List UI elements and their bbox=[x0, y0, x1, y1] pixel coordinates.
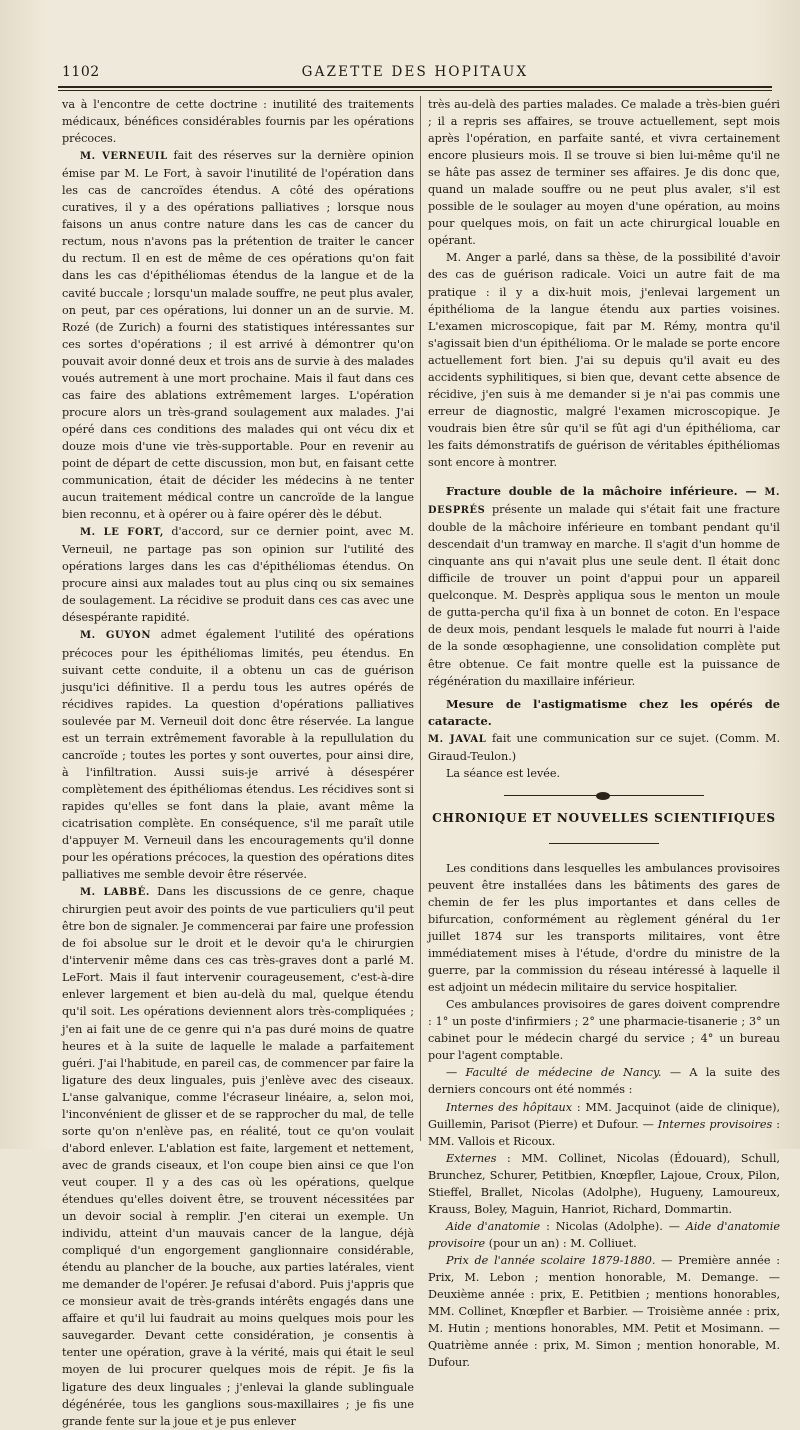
left-column bbox=[62, 96, 415, 1428]
paragraph bbox=[428, 1252, 780, 1371]
paragraph-text: : MM. Vallois et Ricoux. bbox=[428, 1117, 780, 1148]
paragraph bbox=[428, 1064, 780, 1098]
paragraph-text: — A la suite des derniers concours ont été nommés : bbox=[428, 1066, 780, 1097]
paragraph bbox=[62, 883, 414, 1430]
heading-rule bbox=[549, 843, 659, 844]
section-text: présente un malade qui s'était fait une fracture double de la mâchoire inférieure en tombant pendant qu'il descendait d'un tramway en marche. Il s'agit d'un homme de cinquante ans qui n'avait plus une seule dent. Il était donc difficile de trouver un point d'appui pour un appareil quelconque. M. Desprès appliqua sous le menton un moule de gutta-percha qu'il fixa à un bonnet de coton. En l'espace de deux mois, pendant lesquels le malade fut nourri à l'aide de la sonde œsophagienne, une consolidation complète put être obtenue. Ce fait montre quelle est la puissance de régénération du maxillaire inférieur. bbox=[428, 503, 781, 688]
section-title: Fracture double de la mâchoire inférieure. — bbox=[446, 484, 757, 499]
section-fracture bbox=[428, 483, 780, 690]
paragraph: très au-delà des parties malades. Ce malade a très-bien guéri ; il a repris ses affaires, se trouve actuellement, sept mois après l'opération, en parfaite santé, et vivra certainement encore plusieurs mois. Il se trouve si bien lui-même qu'il ne se hâte pas assez de terminer ses affaires. Je dis donc que, quand un malade souffre ou ne peut plus avaler, s'il est possible de le soulager au moyen d'une opération, au moins pour quelques mois, on fait un acte chirurgical louable en opérant. bbox=[428, 98, 780, 248]
right-column bbox=[428, 96, 781, 1370]
paragraph-text: (pour un an) : M. Colliuet. bbox=[488, 1236, 637, 1250]
paragraph bbox=[428, 730, 780, 765]
paragraph: Les conditions dans lesquelles les ambulances provisoires peuvent être installées dans les bâtiments des gares de chemin de fer les plus importantes et dans celles de bifurcation, conformément au règlement général du 1er juillet 1874 sur les transports militaires, vont être immédiatement mises à l'étude, d'ordre du ministre de la guerre, par la commission du réseau intéressé à laquelle il est adjoint un médecin militaire du service hospitalier. bbox=[428, 861, 780, 995]
page-header bbox=[58, 60, 772, 86]
paragraph-text: fait des réserves sur la dernière opinion émise par M. Le Fort, à savoir l'inutilité de l'opération dans les cas de cancroïdes étendus. A côté des opérations curatives, il y a des opérations palliatives ; lorsque nous faisons un anus contre nature dans les cas de cancer du rectum, nous n'avons pas la prétention de traiter le cancer du rectum. Il en est de même de ces opérations qu'on fait dans les cas d'épithéliomas étendus de la langue et de la cavité buccale ; lorsqu'un malade souffre, ne peut plus avaler, on peut, par ces opérations, lui donner un an de survie. M. Rozé (de Zurich) a fourni des statistiques intéressantes sur ces sortes d'opérations ; il est arrivé à démontrer qu'on pouvait avoir donné deux et trois ans de survie à des malades voués autrement à une mort prochaine. Mais il faut dans ces cas faire des ablations extrêmement larges. L'opération procure alors un très-grand soulagement aux malades. J'ai opéré dans ces conditions des malades qui ont vécu dix et douze mois d'une vie très-supportable. Pour en revenir au point de départ de cette discussion, mon but, en faisant cette communication, était de décider les médecins à ne tenter aucun traitement médical contre un cancroïde de la langue bien reconnu, et à opérer ou à faire opérer dès le début. bbox=[62, 149, 414, 522]
paragraph bbox=[428, 1218, 780, 1252]
italic-label: Internes des hôpitaux bbox=[446, 1100, 573, 1114]
column-divider bbox=[420, 96, 421, 1141]
separator-ornament bbox=[504, 792, 704, 800]
paragraph bbox=[62, 626, 414, 883]
speaker-name: M. VERNEUIL bbox=[80, 151, 168, 163]
paragraph bbox=[428, 1099, 780, 1150]
italic-label: Prix de l'année scolaire 1879-1880. bbox=[446, 1253, 656, 1267]
speaker-name: M. GUYON bbox=[80, 630, 152, 642]
speaker-name: M. JAVAL bbox=[428, 733, 487, 745]
section-title: Mesure de l'astigmatisme chez les opérés de cataracte. bbox=[428, 696, 780, 728]
paragraph-text: admet également l'utilité des opérations précoces pour les épithéliomas limités, peu étendus. En suivant cette conduite, il a obtenu un cas de guérison jusqu'ici définitive. Il a perdu tous les autres opérés de récidives rapides. La question d'opérations palliatives soulevée par M. Verneuil doit donc être réservée. La langue est un terrain extrêmement favorable à la repullulation du cancroïde ; toutes les portes y sont ouvertes, pour ainsi dire, à l'infiltration. Aussi suis-je arrivé à désespérer complètement des épithéliomas étendus. Les récidives sont si rapides qu'elles se font dans la plaie, avant même la cicatrisation complète. En conséquence, s'il me paraît utile d'appuyer M. Verneuil dans les encouragements qu'il donne pour les opérations précoces, la question des opérations dites palliatives me semble devoir être réservée. bbox=[62, 628, 414, 882]
paragraph-text: Dans les discussions de ce genre, chaque chirurgien peut avoir des points de vue particuliers qu'il peut être bon de signaler. Je commencerai par faire une profession de foi absolue sur le droit et le devoir qu'a le chirurgien d'intervenir même dans ces cas très-graves dont a parlé M. LeFort. Mais il faut intervenir courageusement, c'est-à-dire enlever largement et bien au-delà du mal, quelque étendu qu'il soit. Les opérations deviennent alors très-compliquées ; j'en ai fait une de ce genre qui n'a pas duré moins de quatre heures et à la suite de laquelle le malade a parfaitement guéri. J'ai l'habitude, en pareil cas, de commencer par faire la ligature des deux linguales, puis j'enlève avec des ciseaux. L'anse galvanique, comme l'écraseur linéaire, a, selon moi, l'inconvénient de glisser et de se rapprocher du mal, de telle sorte qu'on n'enlève pas, en réalité, tout ce qu'on voulait d'abord enlever. L'ablation est faite, largement et nettement, avec de grands ciseaux, et l'on coupe bien ainsi ce que l'on veut couper. Il y a des cas où les opérations, quelque étendues qu'elles doivent être, se trouvent nécessitées par un devoir social à remplir. J'en citerai un exemple. Un individu, atteint d'un mauvais cancer de la langue, déjà compliqué d'un engorgement ganglionnaire considérable, étendu au plancher de la bouche, aux parties latérales, vient me demander de l'opérer. Je refusai d'abord. Puis j'appris que ce monsieur avait de très-grands intérêts engagés dans une affaire et qu'il lui faudrait au moins quelques mois pour les sauvegarder. Devant cette considération, je consentis à tenter une opération, grave à la vérité, mais qui était le seul moyen de lui procurer quelques mois de répit. Je fis la ligature des deux linguales ; j'enlevai la glande sublinguale dégénérée, tous les ganglions sous-maxillaires ; je fis une grande fente sur la joue et je pus enlever bbox=[62, 885, 415, 1428]
paragraph-text: d'accord, sur ce dernier point, avec M. Verneuil, ne partage pas son opinion sur l'utilité des opérations larges dans les cas d'épithéliomas étendus. On procure ainsi aux malades tout au plus cinq ou six semaines de soulagement. La récidive se produit dans ces cas avec une désespérante rapidité. bbox=[62, 525, 414, 625]
paragraph bbox=[428, 1150, 780, 1218]
speaker-name: M. LE FORT, bbox=[80, 527, 165, 539]
italic-label: Internes provisoires bbox=[657, 1117, 773, 1131]
closing-line: La séance est levée. bbox=[446, 766, 561, 780]
italic-label: Aide d'anatomie bbox=[446, 1219, 541, 1233]
paragraph: va à l'encontre de cette doctrine : inutilité des traitements médicaux, bénéfices considérables fournis par les opérations précoces. bbox=[62, 98, 414, 146]
paragraph-text: : MM. Collinet, Nicolas (Édouard), Schull, Brunchez, Schurer, Petitbien, Knœpfler, Lajoue, Croux, Pilon, Stieffel, Brallet, Nicolas (Adolphe), Hugueny, Lamoureux, Krauss, Boley, Maguin, Hanriot, Richard, Dommartin. bbox=[428, 1151, 780, 1216]
section-text: fait une communication sur ce sujet. (Comm. M. Giraud-Teulon.) bbox=[428, 731, 781, 763]
paragraph bbox=[62, 147, 414, 523]
paragraph-text: — Première année : Prix, M. Lebon ; mention honorable, M. Demange. — Deuxième année : prix, E. Petitbien ; mentions honorables, MM. Collinet, Knœpfler et Barbier. — Troisième année : prix, M. Hutin ; mentions honorables, MM. Petit et Mosimann. — Quatrième année : prix, M. Simon ; mention honorable, M. Dufour. bbox=[428, 1253, 780, 1370]
italic-label: — Faculté de médecine de Nancy. bbox=[446, 1066, 662, 1080]
paragraph-text: : Nicolas (Adolphe). — bbox=[546, 1219, 680, 1233]
paragraph-text: : MM. Jacquinot (aide de clinique), Guillemin, Parisot (Pierre) et Dufour. — bbox=[428, 1100, 780, 1131]
ornament-dot bbox=[596, 792, 610, 800]
header-rule bbox=[58, 86, 772, 91]
paragraph: Ces ambulances provisoires de gares doivent comprendre : 1° un poste d'infirmiers ; 2° une pharmacie-tisanerie ; 3° un cabinet pour le médecin chargé du service ; 4° un bureau pour l'agent comptable. bbox=[428, 998, 780, 1063]
section-astigmatisme bbox=[428, 696, 780, 730]
speaker-name: M. DESPRÉS bbox=[428, 487, 780, 517]
paragraph: M. Anger a parlé, dans sa thèse, de la possibilité d'avoir des cas de guérison radicale. Voici un autre fait de ma pratique : il y a dix-huit mois, j'enlevai largement un épithélioma de la langue étendu aux parties voisines. L'examen microscopique, fait par M. Rémy, montra qu'il s'agissait bien d'un épithélioma. Or le malade se porte encore actuellement fort bien. J'ai su depuis qu'il avait eu des accidents syphilitiques, si bien que, devant cette absence de récidive, j'en suis à me demander si je n'ai pas commis une erreur de diagnostic, malgré l'examen microscopique. Je voudrais bien être sûr qu'il se fût agi d'un épithélioma, car les faits démonstratifs de guérison de véritables épithéliomas sont encore à montrer. bbox=[428, 251, 780, 469]
journal-title: GAZETTE DES HOPITAUX bbox=[301, 64, 529, 80]
chronique-heading: CHRONIQUE ET NOUVELLES SCIENTIFIQUES bbox=[432, 810, 776, 825]
italic-label: Externes bbox=[446, 1151, 497, 1165]
speaker-name: M. LABBÉ. bbox=[80, 887, 150, 899]
page-number: 1102 bbox=[62, 64, 100, 80]
paragraph bbox=[62, 523, 414, 626]
italic-label: Aide d'anatomie provisoire bbox=[428, 1219, 780, 1250]
